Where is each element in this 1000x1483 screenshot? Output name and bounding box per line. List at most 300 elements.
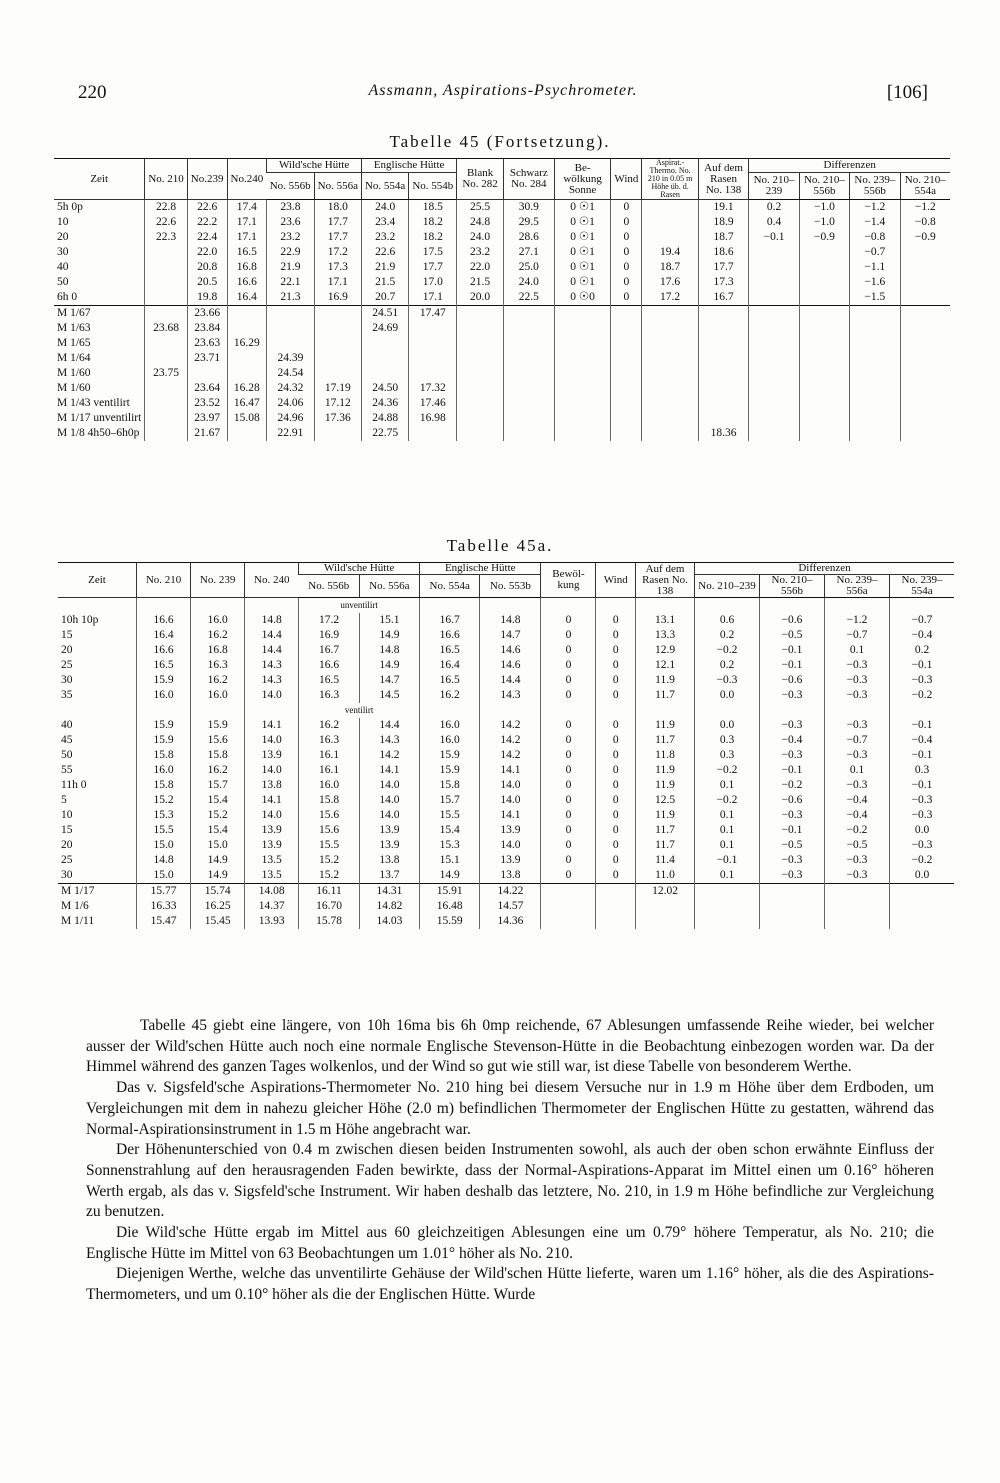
cell: 17.1 <box>227 230 267 245</box>
cell: 13.9 <box>359 838 419 853</box>
cell: −0.3 <box>695 673 760 688</box>
cell: 23.52 <box>187 396 227 411</box>
cell <box>698 321 749 336</box>
cell: 22.9 <box>267 245 314 260</box>
cell: 21.9 <box>361 260 408 275</box>
note-cell <box>420 598 480 614</box>
col-blank: Blank No. 282 <box>457 159 504 200</box>
cell <box>642 321 698 336</box>
section-number: [106] <box>886 82 928 103</box>
col-wild: Wild'sche Hütte <box>299 563 420 575</box>
cell: −0.3 <box>890 673 955 688</box>
cell: 24.0 <box>361 200 408 216</box>
cell: 17.2 <box>299 613 359 628</box>
cell: 13.3 <box>636 628 695 643</box>
cell <box>409 321 457 336</box>
cell: −0.2 <box>890 853 955 868</box>
cell: 15.77 <box>137 884 191 900</box>
cell: 11.9 <box>636 778 695 793</box>
note-cell <box>480 598 541 614</box>
cell: 14.8 <box>480 613 541 628</box>
cell: 16.0 <box>420 718 480 733</box>
cell: 23.2 <box>361 230 408 245</box>
cell: 21.5 <box>361 275 408 290</box>
cell: 14.1 <box>480 763 541 778</box>
cell <box>457 351 504 366</box>
cell <box>900 351 950 366</box>
cell: 0 ☉1 <box>554 245 611 260</box>
cell <box>314 351 361 366</box>
cell: 16.6 <box>299 658 359 673</box>
cell <box>554 351 611 366</box>
cell: 16.98 <box>409 411 457 426</box>
note-cell <box>760 598 825 614</box>
cell: 24.8 <box>457 215 504 230</box>
cell: 15.4 <box>420 823 480 838</box>
table-row <box>58 884 954 900</box>
cell <box>145 411 187 426</box>
cell: 22.6 <box>187 200 227 216</box>
cell: 13.5 <box>245 868 299 884</box>
cell <box>850 336 900 351</box>
cell: 14.4 <box>245 643 299 658</box>
cell: 15.08 <box>227 411 267 426</box>
cell: 16.6 <box>420 628 480 643</box>
cell: 16.5 <box>299 673 359 688</box>
cell: −0.4 <box>890 733 955 748</box>
cell: −0.5 <box>825 838 890 853</box>
cell: 14.3 <box>480 688 541 703</box>
cell: 0 <box>596 838 636 853</box>
note-cell <box>541 598 596 614</box>
cell <box>890 914 955 929</box>
cell: 15.9 <box>137 733 191 748</box>
row-label: 20 <box>61 838 73 851</box>
cell <box>554 306 611 322</box>
cell: 0.0 <box>890 823 955 838</box>
cell <box>695 914 760 929</box>
cell: −0.3 <box>825 778 890 793</box>
col-wild-a: No. 556b <box>267 173 314 200</box>
cell: −1.1 <box>850 260 900 275</box>
cell: 14.2 <box>480 733 541 748</box>
cell: 15.9 <box>420 763 480 778</box>
cell: 0.1 <box>695 808 760 823</box>
cell <box>900 411 950 426</box>
cell: 16.2 <box>299 718 359 733</box>
cell: 15.47 <box>137 914 191 929</box>
cell: −0.4 <box>825 793 890 808</box>
cell: 24.50 <box>361 381 408 396</box>
cell: 0 <box>541 673 596 688</box>
cell: 21.5 <box>457 275 504 290</box>
cell: 22.1 <box>267 275 314 290</box>
cell: 16.2 <box>191 763 245 778</box>
cell <box>799 366 849 381</box>
cell: 18.6 <box>698 245 749 260</box>
cell <box>799 260 849 275</box>
cell: 0 <box>611 275 642 290</box>
cell: −0.1 <box>760 823 825 838</box>
cell: 14.4 <box>480 673 541 688</box>
col-diff-4: No. 210–554a <box>900 173 950 200</box>
row-label: M 1/8 4h50–6h0p <box>57 426 140 439</box>
cell: 0.1 <box>825 763 890 778</box>
cell: 22.75 <box>361 426 408 441</box>
cell: −0.7 <box>825 733 890 748</box>
cell <box>900 366 950 381</box>
table-row <box>58 733 954 748</box>
cell: 11.9 <box>636 718 695 733</box>
cell: 16.7 <box>698 290 749 306</box>
cell: −0.3 <box>760 808 825 823</box>
cell: 17.7 <box>409 260 457 275</box>
row-label: M 1/11 <box>61 914 95 927</box>
cell: 0 <box>611 245 642 260</box>
row-label: M 1/60 <box>57 381 91 394</box>
cell <box>596 914 636 929</box>
cell <box>698 306 749 322</box>
cell <box>850 426 900 441</box>
col-engl-a: No. 554a <box>361 173 408 200</box>
cell: 15.4 <box>191 823 245 838</box>
cell <box>503 306 554 322</box>
cell: 25.0 <box>503 260 554 275</box>
cell: 0.1 <box>695 823 760 838</box>
cell: 0 <box>541 688 596 703</box>
col-zeit: Zeit <box>58 563 137 598</box>
col-diff-4: No. 239–554a <box>890 575 955 598</box>
cell: 13.8 <box>245 778 299 793</box>
cell: 12.5 <box>636 793 695 808</box>
cell <box>698 381 749 396</box>
cell <box>314 366 361 381</box>
cell: 16.2 <box>191 628 245 643</box>
cell <box>227 351 267 366</box>
cell: 15.8 <box>191 748 245 763</box>
table-row <box>54 411 950 426</box>
cell: 11.0 <box>636 868 695 884</box>
cell: 14.9 <box>191 868 245 884</box>
cell: 0 <box>596 673 636 688</box>
cell: 18.9 <box>698 215 749 230</box>
note-cell <box>825 703 890 718</box>
cell <box>642 366 698 381</box>
col-no240: No. 240 <box>245 563 299 598</box>
cell: 15.1 <box>359 613 419 628</box>
cell <box>541 884 596 900</box>
cell <box>554 336 611 351</box>
cell: 23.84 <box>187 321 227 336</box>
cell: 13.9 <box>480 853 541 868</box>
note-cell <box>596 703 636 718</box>
table-row <box>54 275 950 290</box>
table-row <box>58 899 954 914</box>
cell: 22.3 <box>145 230 187 245</box>
cell: 14.22 <box>480 884 541 900</box>
cell: −0.3 <box>825 673 890 688</box>
cell: 18.5 <box>409 200 457 216</box>
cell: 14.0 <box>480 793 541 808</box>
cell: −0.3 <box>760 748 825 763</box>
cell: 0 ☉1 <box>554 230 611 245</box>
cell: 16.2 <box>420 688 480 703</box>
row-label: 20 <box>57 230 69 243</box>
cell: 15.59 <box>420 914 480 929</box>
note-cell <box>636 703 695 718</box>
cell: 18.2 <box>409 230 457 245</box>
cell <box>698 411 749 426</box>
cell: 29.5 <box>503 215 554 230</box>
cell <box>850 321 900 336</box>
table-row <box>54 426 950 441</box>
cell <box>900 260 950 275</box>
cell <box>900 306 950 322</box>
cell: 16.25 <box>191 899 245 914</box>
cell: 24.36 <box>361 396 408 411</box>
row-label: 30 <box>57 245 69 258</box>
cell <box>749 336 799 351</box>
cell: −0.3 <box>890 793 955 808</box>
note-row <box>58 598 954 614</box>
cell: 24.06 <box>267 396 314 411</box>
cell <box>314 321 361 336</box>
row-label: M 1/60 <box>57 366 91 379</box>
cell: 14.8 <box>137 853 191 868</box>
table-row <box>54 290 950 306</box>
cell <box>850 306 900 322</box>
cell: 13.1 <box>636 613 695 628</box>
cell: 22.2 <box>187 215 227 230</box>
table-row <box>58 838 954 853</box>
cell: 13.9 <box>480 823 541 838</box>
cell: −0.6 <box>760 673 825 688</box>
cell: 14.0 <box>245 763 299 778</box>
cell: 22.91 <box>267 426 314 441</box>
col-engl-b: No. 554b <box>409 173 457 200</box>
cell: 18.2 <box>409 215 457 230</box>
cell <box>636 914 695 929</box>
cell <box>890 884 955 900</box>
table-row <box>58 793 954 808</box>
cell <box>267 336 314 351</box>
row-label: 11h 0 <box>61 778 87 791</box>
cell: 11.7 <box>636 733 695 748</box>
col-engl: Englische Hütte <box>420 563 541 575</box>
cell <box>642 230 698 245</box>
cell: 12.1 <box>636 658 695 673</box>
col-diff-1: No. 210–239 <box>749 173 799 200</box>
cell: 16.5 <box>420 643 480 658</box>
cell: 14.1 <box>245 718 299 733</box>
cell: −0.3 <box>760 853 825 868</box>
cell <box>749 411 799 426</box>
cell: 14.4 <box>359 718 419 733</box>
row-label: 55 <box>61 763 73 776</box>
col-engl: Englische Hütte <box>361 159 456 173</box>
cell <box>799 351 849 366</box>
cell <box>503 381 554 396</box>
cell: 17.3 <box>698 275 749 290</box>
table-row <box>54 351 950 366</box>
cell: 21.3 <box>267 290 314 306</box>
cell <box>698 336 749 351</box>
cell: 17.2 <box>314 245 361 260</box>
col-engl-b: No. 553b <box>480 575 541 598</box>
cell <box>611 366 642 381</box>
cell <box>749 381 799 396</box>
cell: 15.0 <box>137 838 191 853</box>
note-cell <box>890 598 955 614</box>
table-row <box>58 778 954 793</box>
cell: 0 <box>541 628 596 643</box>
cell: 23.68 <box>145 321 187 336</box>
cell: 18.7 <box>698 230 749 245</box>
cell: 0.2 <box>695 658 760 673</box>
cell: 16.28 <box>227 381 267 396</box>
cell: 20.5 <box>187 275 227 290</box>
row-label: 10h 10p <box>61 613 99 626</box>
cell: 16.3 <box>299 733 359 748</box>
cell: 23.2 <box>457 245 504 260</box>
row-label: 30 <box>61 868 73 881</box>
cell <box>227 321 267 336</box>
row-label: M 1/6 <box>61 899 89 912</box>
cell <box>749 245 799 260</box>
cell: 0 <box>596 763 636 778</box>
cell: 0 <box>611 260 642 275</box>
cell: 14.0 <box>245 733 299 748</box>
table-row <box>54 321 950 336</box>
cell <box>799 381 849 396</box>
cell: 17.47 <box>409 306 457 322</box>
row-label: 10 <box>61 808 73 821</box>
cell: 30.9 <box>503 200 554 216</box>
cell: 0.0 <box>695 718 760 733</box>
table-row <box>58 868 954 884</box>
cell <box>554 366 611 381</box>
row-label: 15 <box>61 823 73 836</box>
cell: 0 <box>596 688 636 703</box>
col-diff-3: No. 239–556a <box>825 575 890 598</box>
page-number: 220 <box>78 82 107 103</box>
cell <box>145 426 187 441</box>
cell: 0 <box>596 808 636 823</box>
cell: 13.8 <box>359 853 419 868</box>
cell: −1.5 <box>850 290 900 306</box>
cell <box>227 306 267 322</box>
table-row <box>58 748 954 763</box>
cell: 11.8 <box>636 748 695 763</box>
cell <box>409 351 457 366</box>
cell: 16.5 <box>227 245 267 260</box>
cell: 16.6 <box>137 643 191 658</box>
cell: 15.5 <box>299 838 359 853</box>
cell: 15.9 <box>137 718 191 733</box>
table-row <box>54 366 950 381</box>
row-label: 5h 0p <box>57 200 83 213</box>
cell <box>503 321 554 336</box>
row-label: 6h 0 <box>57 290 78 303</box>
cell: −1.0 <box>799 215 849 230</box>
row-label: 40 <box>57 260 69 273</box>
cell <box>825 914 890 929</box>
note-cell <box>191 598 245 614</box>
cell: 16.5 <box>137 658 191 673</box>
cell <box>145 396 187 411</box>
body-text <box>86 1016 934 1306</box>
cell <box>799 245 849 260</box>
cell <box>825 899 890 914</box>
cell: 13.9 <box>245 838 299 853</box>
cell: 16.8 <box>191 643 245 658</box>
cell: 0.3 <box>890 763 955 778</box>
cell: 0.3 <box>695 733 760 748</box>
cell <box>457 396 504 411</box>
row-label: 5 <box>61 793 67 806</box>
cell <box>695 899 760 914</box>
cell <box>695 884 760 900</box>
cell: 0.6 <box>695 613 760 628</box>
cell <box>503 411 554 426</box>
cell <box>900 321 950 336</box>
cell: 0 <box>596 613 636 628</box>
cell: 14.6 <box>480 658 541 673</box>
cell <box>749 366 799 381</box>
cell <box>611 351 642 366</box>
paragraph: Diejenigen Werthe, welche das unventilirte Gehäuse der Wild'schen Hütte lieferte, waren um 1.16° höher, als die des Aspirations-Thermometers, und um 0.10° höher als die der Englischen Hütte. Wurde <box>86 1265 934 1304</box>
table-row <box>58 808 954 823</box>
paragraph: Das v. Sigsfeld'sche Aspirations-Thermometer No. 210 hing bei diesem Versuche nur in 1.9 m Höhe über dem Erdboden, um Vergleichungen mit dem in nahezu gleicher Höhe (2.0 m) befindlichen Thermometer der Englischen Hütte zu gestatten, während das Normal-Aspirationsinstrument in 1.5 m Höhe angebracht war. <box>86 1079 934 1138</box>
cell: 14.36 <box>480 914 541 929</box>
cell <box>503 396 554 411</box>
page-header <box>78 82 928 112</box>
cell <box>611 381 642 396</box>
cell: 23.66 <box>187 306 227 322</box>
cell: 23.6 <box>267 215 314 230</box>
cell: 16.1 <box>299 748 359 763</box>
cell <box>890 899 955 914</box>
cell: 22.5 <box>503 290 554 306</box>
cell: 16.3 <box>191 658 245 673</box>
cell <box>900 396 950 411</box>
cell <box>850 351 900 366</box>
cell: −0.1 <box>760 658 825 673</box>
cell: 14.2 <box>480 718 541 733</box>
cell: 0 <box>541 643 596 658</box>
row-label: M 1/43 ventilirt <box>57 396 130 409</box>
cell <box>749 321 799 336</box>
cell <box>850 411 900 426</box>
cell: 14.5 <box>359 688 419 703</box>
cell: 0 <box>611 230 642 245</box>
cell: −0.7 <box>825 628 890 643</box>
note-cell <box>480 703 541 718</box>
row-label: 20 <box>61 643 73 656</box>
col-diff-2: No. 210–556b <box>760 575 825 598</box>
col-no210: No. 210 <box>145 159 187 200</box>
cell <box>642 396 698 411</box>
cell: 15.6 <box>191 733 245 748</box>
table-row <box>54 260 950 275</box>
cell <box>457 366 504 381</box>
table45-caption: Tabelle 45 (Fortsetzung). <box>389 132 611 151</box>
cell: 0 <box>596 853 636 868</box>
note-cell <box>245 598 299 614</box>
cell: −0.3 <box>825 658 890 673</box>
cell: −0.1 <box>890 718 955 733</box>
cell <box>749 351 799 366</box>
